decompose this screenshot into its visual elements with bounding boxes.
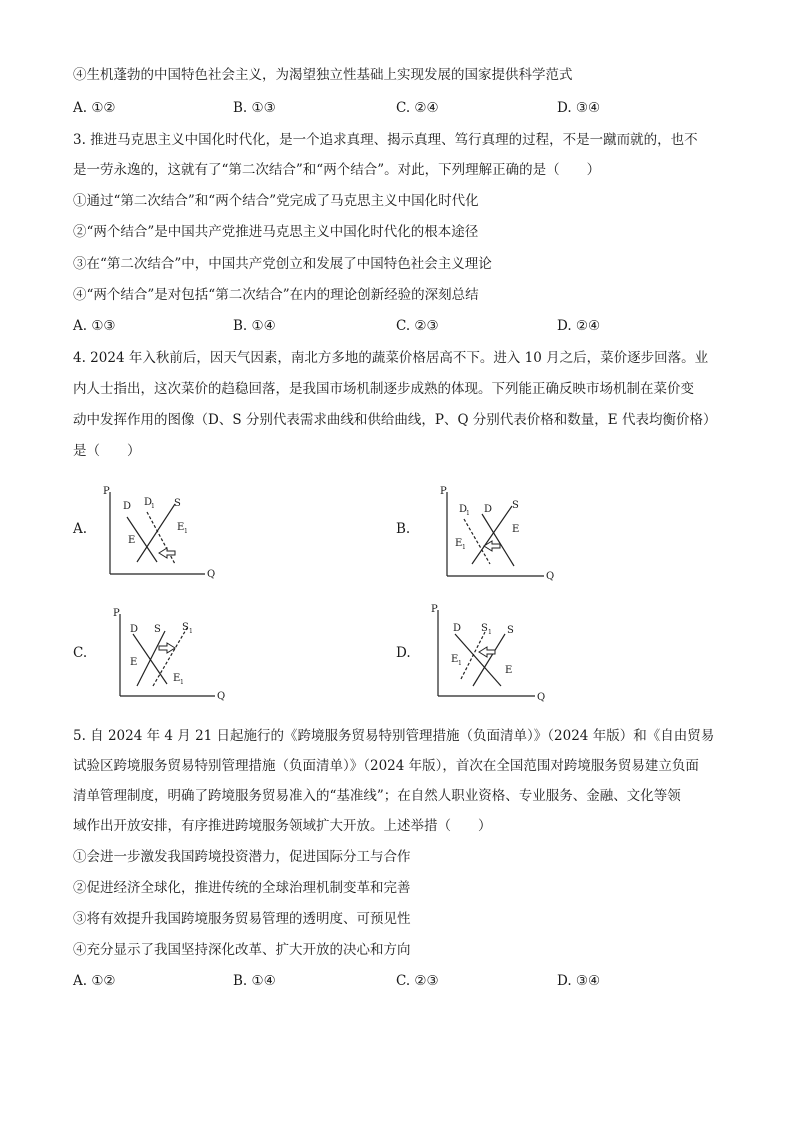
svg-text:1: 1 — [151, 503, 155, 510]
q2-item-4: ④生机蓬勃的中国特色社会主义，为渴望独立性基础上实现发展的国家提供科学范式 — [73, 67, 573, 83]
svg-text:E: E — [451, 654, 459, 665]
q5-option-d[interactable]: D. ③④ — [557, 973, 601, 989]
q5-option-c[interactable]: C. ②③ — [396, 973, 439, 989]
svg-text:1: 1 — [184, 528, 188, 535]
graph-a — [95, 482, 225, 582]
q4-stem-line-3: 动中发挥作用的图像（D、S 分别代表需求曲线和供给曲线，P、Q 分别代表价格和数量，E 代表均衡价格） — [73, 412, 717, 428]
q3-stem-line-1: 3. 推进马克思主义中国化时代化，是一个追求真理、揭示真理、笃行真理的过程，不是一蹴而就的，也不 — [73, 132, 698, 148]
q5-item-3: ③将有效提升我国跨境服务贸易管理的透明度、可预见性 — [73, 911, 411, 927]
q3-item-4: ④“两个结合”是对包括“第二次结合”在内的理论创新经验的深刻总结 — [73, 287, 479, 303]
q5-stem-line-3: 清单管理制度，明确了跨境服务贸易准入的“基准线”；在自然人职业资格、专业服务、金融、文化等领 — [73, 788, 681, 804]
svg-text:Q: Q — [207, 569, 216, 580]
svg-text:D: D — [123, 501, 132, 512]
q5-stem-line-4: 域作出开放安排，有序推进跨境服务领域扩大开放。上述举措（ ） — [73, 818, 492, 834]
svg-text:S: S — [481, 623, 488, 634]
graph-b-label[interactable]: B. — [396, 521, 411, 537]
q4-stem-line-4: 是（ ） — [73, 443, 141, 459]
svg-text:Q: Q — [217, 691, 226, 702]
svg-text:D: D — [130, 624, 139, 635]
q5-option-a[interactable]: A. ①② — [73, 973, 116, 989]
q2-options — [73, 98, 733, 118]
svg-text:S: S — [507, 625, 514, 636]
q3-option-b[interactable]: B. ①④ — [233, 318, 276, 334]
svg-text:E: E — [130, 657, 138, 668]
svg-text:P: P — [103, 486, 110, 497]
q3-option-d[interactable]: D. ②④ — [557, 318, 601, 334]
svg-text:D: D — [144, 497, 153, 508]
graph-b — [432, 484, 562, 584]
q3-item-1: ①通过“第二次结合”和“两个结合”党完成了马克思主义中国化时代化 — [73, 193, 479, 209]
q2-option-b[interactable]: B. ①③ — [233, 100, 276, 116]
svg-text:1: 1 — [488, 629, 492, 636]
svg-text:E: E — [177, 522, 185, 533]
svg-text:E: E — [455, 538, 463, 549]
q3-options — [73, 316, 733, 336]
svg-text:E: E — [512, 524, 520, 535]
graph-d — [423, 604, 553, 704]
graph-a-label[interactable]: A. — [73, 521, 88, 537]
svg-text:P: P — [431, 604, 438, 615]
svg-text:E: E — [505, 665, 513, 676]
q5-options — [73, 971, 733, 991]
q4-stem-line-1: 4. 2024 年入秋前后，因天气因素，南北方多地的蔬菜价格居高不下。进入 10 月之后，菜价逐步回落。业 — [73, 350, 709, 366]
q3-item-2: ②“两个结合”是中国共产党推进马克思主义中国化时代化的根本途径 — [73, 224, 479, 240]
svg-text:S: S — [174, 498, 181, 509]
q3-item-3: ③在“第二次结合”中，中国共产党创立和发展了中国特色社会主义理论 — [73, 256, 492, 272]
svg-text:D: D — [453, 623, 462, 634]
svg-text:E: E — [173, 673, 181, 684]
svg-text:S: S — [182, 622, 189, 633]
svg-text:1: 1 — [180, 679, 184, 686]
svg-text:S: S — [512, 500, 519, 511]
svg-text:P: P — [440, 486, 447, 497]
q3-option-c[interactable]: C. ②③ — [396, 318, 439, 334]
svg-text:1: 1 — [458, 660, 462, 667]
q4-stem-line-2: 内人士指出，这次菜价的趋稳回落，是我国市场机制逐步成熟的体现。下列能正确反映市场机制在菜价变 — [73, 381, 694, 397]
q2-option-d[interactable]: D. ③④ — [557, 100, 601, 116]
svg-text:Q: Q — [537, 692, 546, 703]
q5-item-1: ①会进一步激发我国跨境投资潜力，促进国际分工与合作 — [73, 849, 411, 865]
q5-stem-line-2: 试验区跨境服务贸易特别管理措施（负面清单）》（2024 年版），首次在全国范围对跨境服务贸易建立负面 — [73, 758, 699, 774]
graph-c — [105, 606, 235, 706]
graph-c-label[interactable]: C. — [73, 645, 88, 661]
svg-text:P: P — [113, 608, 120, 619]
q2-option-a[interactable]: A. ①② — [73, 100, 116, 116]
graph-d-label[interactable]: D. — [396, 645, 411, 661]
q3-stem-line-2: 是一劳永逸的，这就有了“第二次结合”和“两个结合”。对此，下列理解正确的是（ ） — [73, 162, 601, 178]
q5-stem-line-1: 5. 自 2024 年 4 月 21 日起施行的《跨境服务贸易特别管理措施（负面清单）》（2024 年版）和《自由贸易 — [73, 728, 715, 744]
svg-text:E: E — [128, 535, 136, 546]
q3-option-a[interactable]: A. ①③ — [73, 318, 116, 334]
q5-item-4: ④充分显示了我国坚持深化改革、扩大开放的决心和方向 — [73, 942, 411, 958]
svg-text:S: S — [154, 624, 161, 635]
q5-item-2: ②促进经济全球化，推进传统的全球治理机制变革和完善 — [73, 880, 411, 896]
svg-text:1: 1 — [462, 544, 466, 551]
svg-text:1: 1 — [466, 510, 470, 517]
svg-text:1: 1 — [189, 628, 193, 635]
svg-text:D: D — [484, 504, 493, 515]
q5-option-b[interactable]: B. ①④ — [233, 973, 276, 989]
svg-text:Q: Q — [546, 571, 555, 582]
q2-option-c[interactable]: C. ②④ — [396, 100, 439, 116]
svg-text:D: D — [459, 504, 468, 515]
